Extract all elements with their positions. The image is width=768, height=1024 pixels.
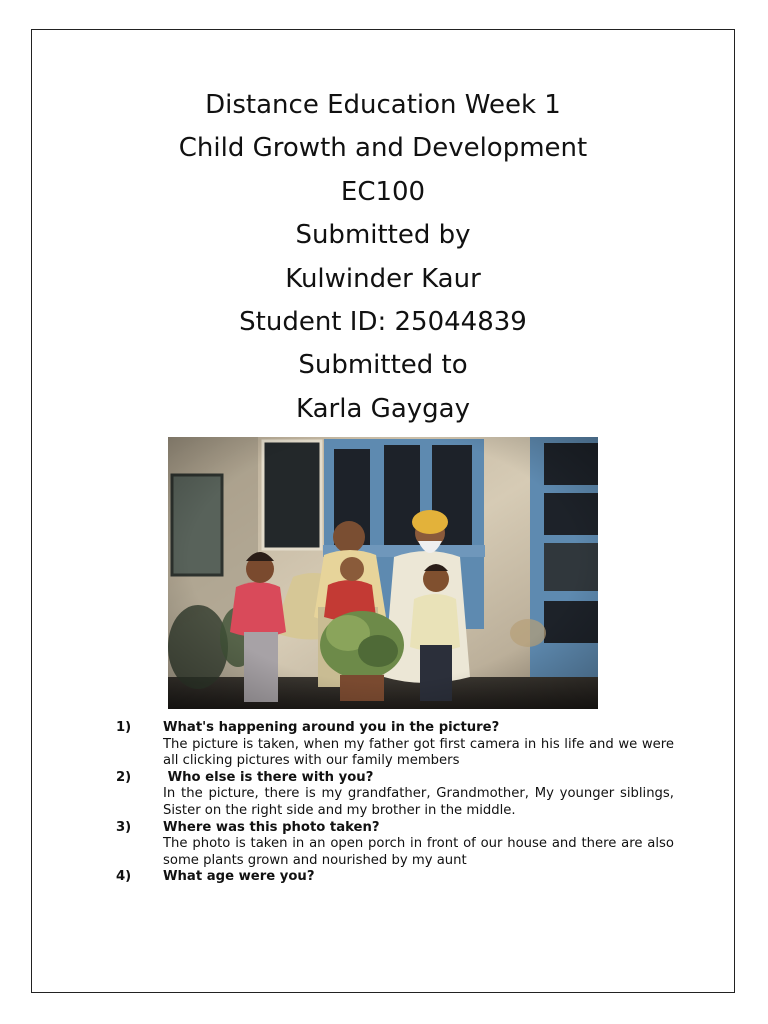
question-text: What age were you? (163, 869, 315, 885)
answer-text: The photo is taken in an open porch in front of our house and there are also some plants grown and nourished by my aunt (163, 836, 674, 868)
question-number: 2) (116, 769, 132, 785)
title-line-student-id: Student ID: 25044839 (239, 307, 527, 338)
title-line-instructor: Karla Gaygay (296, 393, 470, 424)
question-number: 4) (116, 869, 132, 885)
question-item (116, 820, 674, 870)
question-text: Where was this photo taken? (163, 819, 380, 835)
question-number: 3) (116, 819, 132, 835)
title-block (31, 84, 735, 431)
title-line-course-name: Child Growth and Development (178, 133, 588, 164)
title-line-submitted-to: Submitted to (298, 350, 468, 381)
title-line-course-week: Distance Education Week 1 (205, 90, 561, 120)
question-item (116, 720, 674, 770)
question-item (116, 770, 674, 820)
answer-text: The picture is taken, when my father got first camera in his life and we were all clicking pictures with our family members (163, 736, 674, 769)
title-line-submitted-by: Submitted by (295, 220, 471, 251)
question-item (116, 869, 674, 886)
answer-text: In the picture, there is my grandfather, Grandmother, My younger siblings, Sister on the right side and my brother in the middle. (163, 786, 674, 818)
title-line-course-code: EC100 (340, 176, 426, 207)
question-number: 1) (116, 720, 132, 735)
title-line-student-name: Kulwinder Kaur (285, 263, 481, 294)
questions-list (116, 720, 674, 886)
question-text: Who else is there with you? (163, 769, 374, 785)
family-photo (168, 437, 598, 709)
question-text: What's happening around you in the picture? (163, 720, 500, 735)
